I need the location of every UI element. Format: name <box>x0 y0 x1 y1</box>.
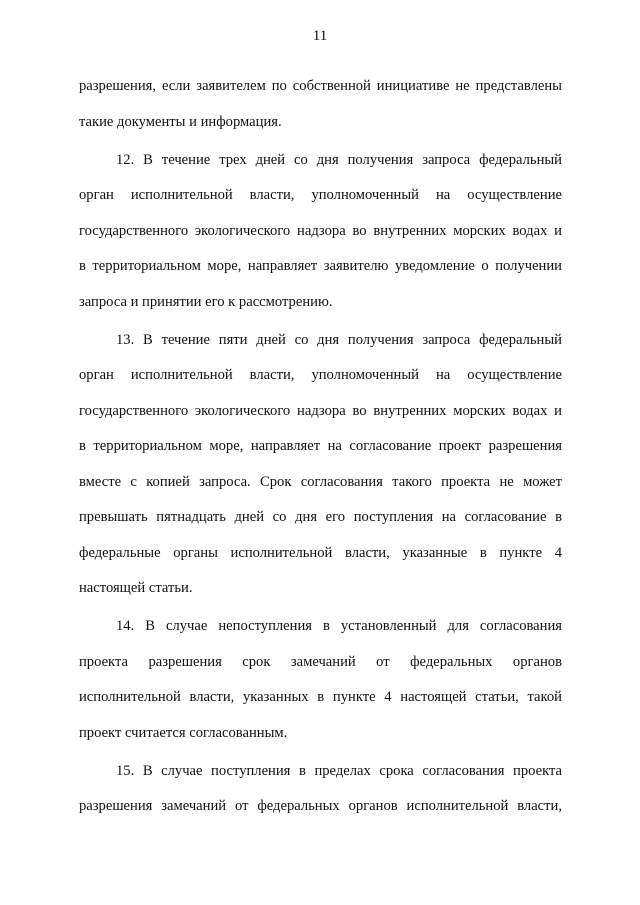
text-line: исполнительной власти, указанных в пункте 4 настоящей статьи, такой <box>79 689 562 705</box>
text-line: орган исполнительной власти, уполномоченный на осуществление <box>79 187 562 203</box>
text-line: разрешения замечаний от федеральных органов исполнительной власти, <box>79 798 562 814</box>
text-line: 13. В течение пяти дней со дня получения запроса федеральный <box>116 331 562 348</box>
text-line: в территориальном море, направляет на согласование проект разрешения <box>79 438 562 454</box>
text-line: превышать пятнадцать дней со дня его поступления на согласование в <box>79 509 562 525</box>
paragraph-continuation <box>79 69 562 140</box>
text-line: запроса и принятии его к рассмотрению. <box>79 293 333 310</box>
paragraph-13 <box>79 323 562 607</box>
text-line: 14. В случае непоступления в установленный для согласования <box>116 618 562 634</box>
text-line: 15. В случае поступления в пределах срока согласования проекта <box>116 762 562 779</box>
page-number: 11 <box>312 28 328 44</box>
paragraph-15 <box>79 754 562 825</box>
text-line: орган исполнительной власти, уполномоченный на осуществление <box>79 367 562 383</box>
text-line: в территориальном море, направляет заявителю уведомление о получении <box>79 258 562 274</box>
text-line: такие документы и информация. <box>79 113 282 130</box>
text-line: государственного экологического надзора во внутренних морских водах и <box>79 402 562 419</box>
text-line: государственного экологического надзора во внутренних морских водах и <box>79 222 562 239</box>
text-line: федеральные органы исполнительной власти, указанные в пункте 4 <box>79 544 562 561</box>
document-body <box>79 69 562 825</box>
text-line: проекта разрешения срок замечаний от федеральных органов <box>79 653 562 670</box>
text-line: вместе с копией запроса. Срок согласования такого проекта не может <box>79 473 562 490</box>
text-line: проект считается согласованным. <box>79 724 288 741</box>
text-line: 12. В течение трех дней со дня получения запроса федеральный <box>116 151 562 168</box>
paragraph-12 <box>79 143 562 321</box>
paragraph-14 <box>79 609 562 751</box>
text-line: разрешения, если заявителем по собственной инициативе не представлены <box>79 78 562 94</box>
text-line: настоящей статьи. <box>79 580 193 596</box>
